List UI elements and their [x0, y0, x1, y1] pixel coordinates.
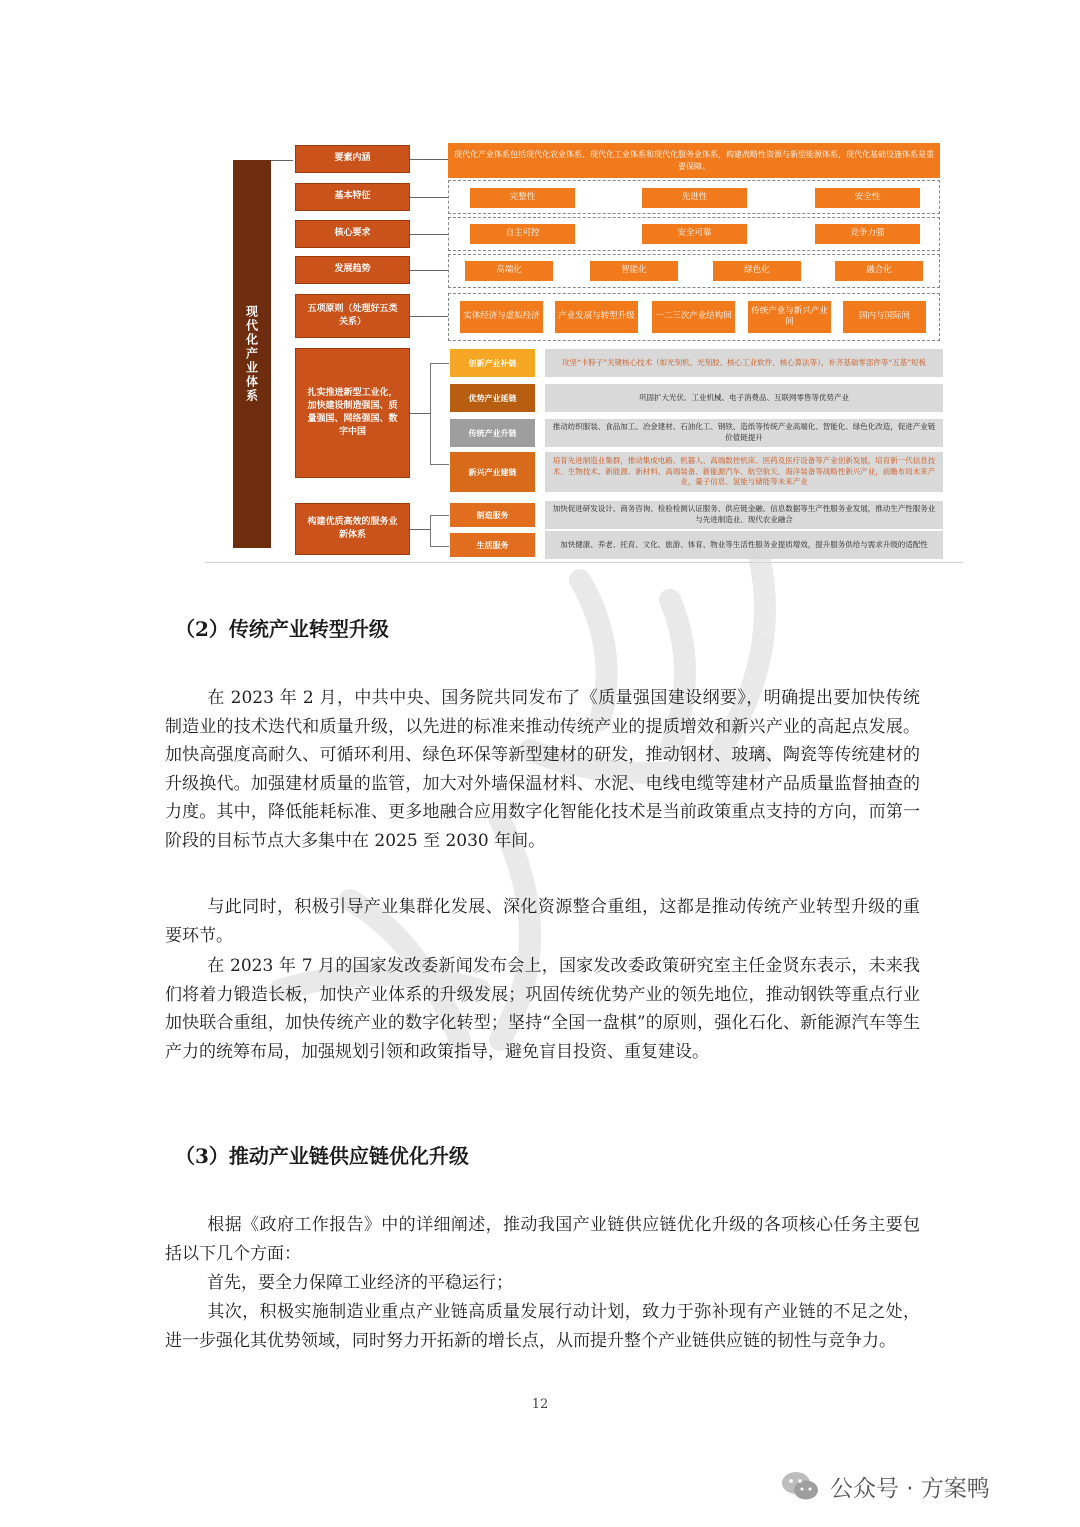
diagram-title-bar: 现代化产业体系	[233, 160, 271, 548]
chip: 一二三次产业结构间	[652, 301, 735, 333]
sub-label: 制造服务	[450, 503, 535, 527]
connector	[271, 160, 293, 161]
connector	[410, 270, 448, 271]
group-label-industrialization: 扎实推进新型工业化，加快建设制造强国、质量强国、网络强国、数字中国	[295, 348, 410, 478]
chip: 国内与国际间	[843, 301, 926, 333]
group-brace	[430, 515, 449, 547]
sub-text: 培育先进制造业集群，推动集成电路、机器人、高端数控机床、医药及医疗设备等产业创新发展，培育新一代信息技术、生物技术、新能源、新材料、高端装备、新能源汽车、航空航天、海洋装备等战略性新兴产业，前瞻布局未来产业，量子信息、氢能与储能等未来产业	[545, 452, 943, 492]
section-heading: （3）推动产业链供应链优化升级	[175, 1144, 469, 1168]
sub-label: 生活服务	[450, 533, 535, 557]
paragraph	[165, 1298, 920, 1355]
chip: 安全可靠	[642, 224, 747, 244]
chip: 竞争力强	[815, 224, 920, 244]
paragraph-text: 在 2023 年 2 月，中共中央、国务院共同发布了《质量强国建设纲要》，明确提出要加快传统制造业的技术迭代和质量升级，以先进的标准来推动传统产业的提质增效和新兴产业的高起点发展。加快高强度高耐久、可循环利用、绿色环保等新型建材的研发，推动钢材、玻璃、陶瓷等传统建材的升级换代。加强建材质量的监管，加大对外墙保温材料、水泥、电线电缆等建材产品质量监督抽查的力度。其中，降低能耗标准、更多地融合应用数字化智能化技术是当前政策重点支持的方向，而第一阶段的目标节点大多集中在 2025 至 2030 年间。	[165, 688, 920, 851]
footer-account	[780, 1466, 1070, 1506]
chip: 融合化	[835, 261, 923, 281]
wechat-icon	[780, 1469, 820, 1503]
chip: 自主可控	[470, 224, 575, 244]
sub-text: 加快健康、养老、托育、文化、旅游、体育、物业等生活性服务业提质增效，提升服务供给与需求升级的适配性	[545, 531, 943, 559]
chip: 实体经济与虚拟经济	[460, 301, 543, 333]
group-brace	[430, 363, 449, 465]
chip: 安全性	[815, 188, 920, 208]
group-label-services: 构建优质高效的服务业新体系	[295, 503, 410, 555]
row-label-principles: 五项原则（处理好五类关系）	[295, 294, 410, 338]
sub-label: 传统产业升链	[450, 419, 535, 447]
paragraph-text: 在 2023 年 7 月的国家发改委新闻发布会上，国家发改委政策研究室主任金贤东表示，未来我们将着力锻造长板，加快产业体系的升级发展；巩固传统优势产业的领先地位，推动钢铁等重点行业加快联合重组，加快传统产业的数字化转型；坚持“全国一盘棋”的原则，强化石化、新能源汽车等生产力的统筹布局，加强规划引领和政策指导，避免盲目投资、重复建设。	[165, 956, 920, 1062]
connector	[410, 159, 448, 160]
paragraph	[165, 952, 920, 1066]
row-label-trends: 发展趋势	[295, 256, 410, 284]
footer-text: 公众号 · 方案鸭	[830, 1475, 990, 1502]
paragraph-text: 根据《政府工作报告》中的详细阐述，推动我国产业链供应链优化升级的各项核心任务主要包括以下几个方面：	[165, 1215, 920, 1264]
page-number: 12	[531, 1397, 549, 1412]
connector	[410, 529, 430, 530]
paragraph	[165, 1211, 920, 1268]
paragraph-text: 首先，要全力保障工业经济的平稳运行；	[207, 1273, 513, 1293]
paragraph	[165, 893, 920, 950]
connector	[410, 197, 448, 198]
chip: 高端化	[465, 261, 553, 281]
industry-system-diagram	[205, 135, 963, 563]
paragraph-text: 其次，积极实施制造业重点产业链高质量发展行动计划，致力于弥补现有产业链的不足之处，进一步强化其优势领域，同时努力开拓新的增长点，从而提升整个产业链供应链的韧性与竞争力。	[165, 1302, 920, 1351]
paragraph	[165, 684, 920, 856]
chip: 先进性	[642, 188, 747, 208]
paragraph-text: 与此同时，积极引导产业集群化发展、深化资源整合重组，这都是推动传统产业转型升级的重要环节。	[165, 897, 920, 946]
sub-label: 创新产业补链	[450, 349, 535, 377]
connector	[410, 413, 430, 414]
chip: 产业发展与转型升级	[555, 301, 638, 333]
row-text-elements: 现代化产业体系包括现代化农业体系、现代化工业体系和现代化服务业体系，构建战略性资源与新型能源体系，现代化基础设施体系是重要保障。	[448, 143, 940, 178]
connector	[410, 234, 448, 235]
chip: 传统产业与新兴产业间	[748, 301, 831, 333]
sub-label: 新兴产业建链	[450, 452, 535, 492]
sub-text: 推动纺织服装、食品加工、冶金建材、石油化工、钢铁、造纸等传统产业高端化、智能化、绿色化改造，促进产业链价值链提升	[545, 419, 943, 447]
section-heading: （2）传统产业转型升级	[175, 617, 389, 641]
paragraph	[165, 1269, 920, 1298]
row-label-requirements: 核心要求	[295, 220, 410, 248]
sub-label: 优势产业延链	[450, 384, 535, 412]
row-label-features: 基本特征	[295, 183, 410, 211]
diagram-baseline	[205, 562, 963, 563]
chip: 完整性	[470, 188, 575, 208]
chip: 绿色化	[713, 261, 801, 281]
connector	[410, 316, 448, 317]
chip: 智能化	[590, 261, 678, 281]
sub-text: 攻坚“卡脖子”关键核心技术（如光刻机、光刻胶、核心工业软件、核心算法等），补齐基础零部件等“五基”短板	[545, 349, 943, 377]
row-label-elements: 要素内涵	[295, 145, 410, 173]
sub-text: 巩固扩大光伏、工业机械、电子消费品、互联网零售等优势产业	[545, 384, 943, 412]
sub-text: 加快促进研发设计、商务咨询、检验检测认证服务、供应链金融、信息数据等生产性服务业发展，推动生产性服务业与先进制造业、现代农业融合	[545, 501, 943, 529]
